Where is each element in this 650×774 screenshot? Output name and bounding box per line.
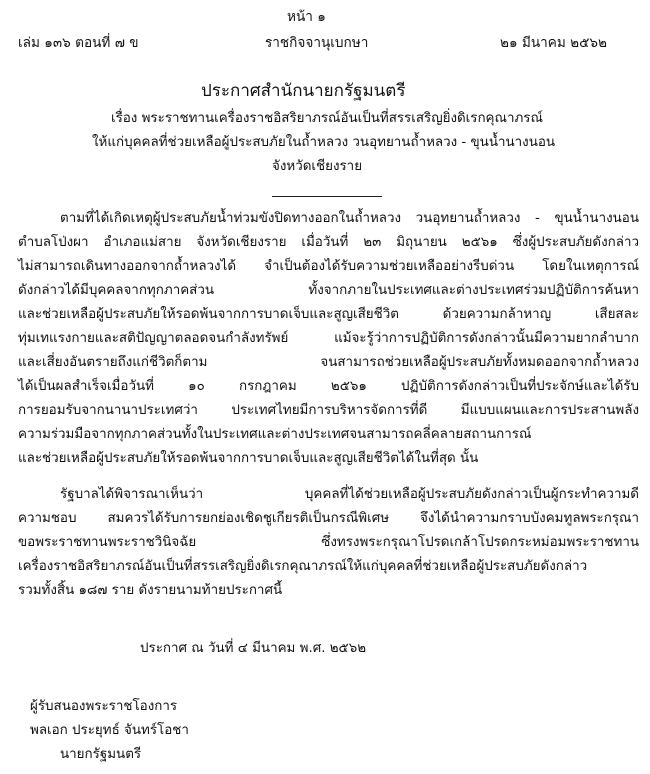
- body-line: และช่วยเหลือผู้ประสบภัยให้รอดพ้นจากการบาดเจ็บและสูญเสียชีวิตได้ในที่สุด นั้น: [18, 451, 479, 466]
- signatory-name: พลเอก ประยุทธ์ จันทร์โอชา: [30, 723, 189, 738]
- body-line: ความชอบ สมควรได้รับการยกย่องเชิดชูเกียรติเป็นกรณีพิเศษ จึงได้นำความกราบบังคมทูลพระกรุณา: [18, 511, 639, 526]
- body-line: ได้เป็นผลสำเร็จเมื่อวันที่ ๑๐ กรกฎาคม ๒๕๖๑ ปฏิบัติการดังกล่าวเป็นที่ประจักษ์และได้รับ: [18, 379, 639, 394]
- body-line: ดังกล่าวได้มีบุคคลจากทุกภาคส่วน ทั้งจากภายในประเทศและต่างประเทศร่วมปฏิบัติการค้นหา: [18, 283, 639, 298]
- volume-number: เล่ม ๑๓๖ ตอนที่ ๗ ข: [18, 35, 139, 51]
- gazette-name: ราชกิจจานุเบกษา: [265, 35, 369, 51]
- announcement-title: ประกาศสำนักนายกรัฐมนตรี: [201, 81, 406, 101]
- title-divider: [272, 196, 382, 197]
- countersign-role: ผู้รับสนองพระราชโองการ: [30, 699, 178, 714]
- subject-line: จังหวัดเชียงราย: [272, 159, 363, 174]
- subject-line: ให้แก่บุคคลที่ช่วยเหลือผู้ประสบภัยในถ้ำหลวง วนอุทยานถ้ำหลวง - ขุนน้ำนางนอน: [92, 135, 556, 150]
- body-line: ขอพระราชทานพระราชวินิจฉัย ซึ่งทรงพระกรุณาโปรดเกล้าโปรดกระหม่อมพระราชทาน: [18, 535, 639, 550]
- publication-date: ๒๑ มีนาคม ๒๕๖๒: [500, 35, 608, 51]
- body-line: และเสี่ยงอันตรายถึงแก่ชีวิตก็ตาม จนสามารถช่วยเหลือผู้ประสบภัยทั้งหมดออกจากถ้ำหลวง: [18, 355, 639, 370]
- body-line: ตำบลโป่งผา อำเภอแม่สาย จังหวัดเชียงราย เมื่อวันที่ ๒๓ มิถุนายน ๒๕๖๑ ซึ่งผู้ประสบภัยดังกล่าว: [18, 235, 639, 250]
- body-line: ความร่วมมือจากทุกภาคส่วนทั้งในประเทศและต่างประเทศจนสามารถคลี่คลายสถานการณ์: [18, 427, 532, 442]
- announcement-date: ประกาศ ณ วันที่ ๔ มีนาคม พ.ศ. ๒๕๖๒: [140, 641, 367, 656]
- body-line: และช่วยเหลือผู้ประสบภัยให้รอดพ้นจากการบาดเจ็บและสูญเสียชีวิต ด้วยความกล้าหาญ เสียสละ: [18, 307, 639, 322]
- body-line: ไม่สามารถเดินทางออกจากถ้ำหลวงได้ จำเป็นต้องได้รับความช่วยเหลืออย่างรีบด่วน โดยในเหตุการณ์: [18, 259, 639, 274]
- body-line: ตามที่ได้เกิดเหตุผู้ประสบภัยน้ำท่วมขังปิดทางออกในถ้ำหลวง วนอุทยานถ้ำหลวง - ขุนน้ำนางนอน: [60, 211, 639, 226]
- body-line: การยอมรับจากนานาประเทศว่า ประเทศไทยมีการบริหารจัดการที่ดี มีแบบแผนและการประสานพลัง: [18, 403, 639, 418]
- signatory-position: นายกรัฐมนตรี: [60, 747, 142, 762]
- body-line: ทุ่มเทแรงกายและสติปัญญาตลอดจนกำลังทรัพย์ แม้จะรู้ว่าการปฏิบัติการดังกล่าวนั้นมีความยากลำบาก: [18, 331, 639, 346]
- subject-line: เรื่อง พระราชทานเครื่องราชอิสริยาภรณ์อันเป็นที่สรรเสริญยิ่งดิเรกคุณาภรณ์: [111, 111, 543, 126]
- body-line: รัฐบาลได้พิจารณาเห็นว่า บุคคลที่ได้ช่วยเหลือผู้ประสบภัยดังกล่าวเป็นผู้กระทำความดี: [60, 487, 639, 502]
- page-number: หน้า ๑: [287, 9, 326, 25]
- body-line: รวมทั้งสิ้น ๑๘๗ ราย ดังรายนามท้ายประกาศนี้: [18, 583, 283, 598]
- body-line: เครื่องราชอิสริยาภรณ์อันเป็นที่สรรเสริญยิ่งดิเรกคุณาภรณ์ให้แก่บุคคลที่ช่วยเหลือผู้ประสบภัยดังกล่าว: [18, 559, 588, 574]
